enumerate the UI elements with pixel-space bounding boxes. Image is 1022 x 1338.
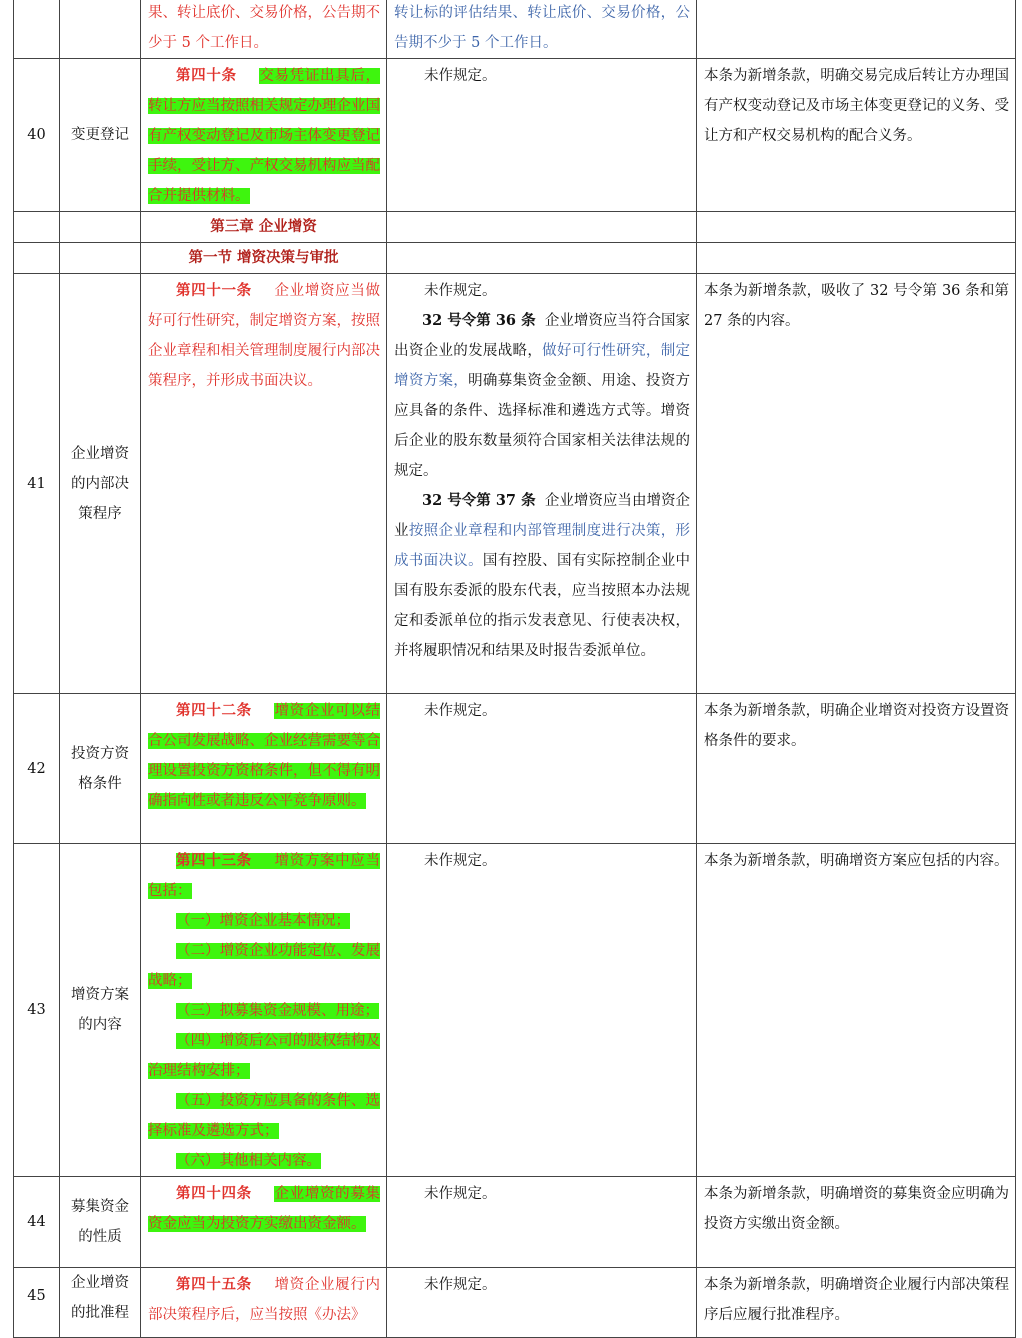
new-article-cell <box>141 1268 387 1338</box>
article-label: 第四十三条 <box>176 852 252 869</box>
new-article-cell <box>141 59 387 212</box>
old-article-text: 未作规定。 <box>424 853 497 869</box>
table-row-42 <box>14 694 1016 844</box>
note-text: 本条为新增条款，明确交易完成后转让方办理国有产权变动登记及市场主体变更登记的义务、受让方和产权交易机构的配合义务。 <box>704 68 1009 144</box>
note-cell <box>697 0 1016 59</box>
old-article-text: 转让标的评估结果、转让底价、交易价格，公告期不少于 5 个工作日。 <box>394 5 690 51</box>
list-item: （五）投资方应具备的条件、选择标准及遴选方式； <box>148 1093 380 1139</box>
note-text: 本条为新增条款，明确增资方案应包括的内容。 <box>704 853 1009 869</box>
table-row-39 <box>14 0 1016 59</box>
row-number: 41 <box>14 274 60 694</box>
row-number: 42 <box>14 694 60 844</box>
old-article-cell <box>387 844 697 1177</box>
chapter-header-row <box>14 212 1016 243</box>
row-topic: 投资方资格条件 <box>60 694 141 844</box>
old-article-text: 明确募集资金金额、用途、投资方应具备的条件、选择标准和遴选方式等。增资后企业的股东数量须符合国家相关法律法规的规定。 <box>394 373 691 479</box>
old-article-label: 32 号令第 36 条 <box>422 312 536 329</box>
list-item: （三）拟募集资金规模、用途； <box>176 1003 379 1019</box>
note-cell <box>697 1268 1016 1338</box>
list-item: （六）其他相关内容。 <box>176 1153 321 1169</box>
article-text: 增资方案中应当包括： <box>148 853 381 899</box>
old-article-text: 未作规定。 <box>424 703 497 719</box>
row-topic: 增资方案的内容 <box>60 844 141 1177</box>
old-article-cell <box>387 1268 697 1338</box>
row-number: 44 <box>14 1177 60 1268</box>
old-article-text: 未作规定。 <box>424 68 497 84</box>
note-cell <box>697 59 1016 212</box>
list-item: （四）增资后公司的股权结构及治理结构安排； <box>148 1033 380 1079</box>
old-article-highlight: 按照企业章程和内部管理制度进行决策，形成书面决议。 <box>394 523 691 569</box>
old-article-cell <box>387 59 697 212</box>
row-number-cell <box>14 0 60 59</box>
table-row-41 <box>14 274 1016 694</box>
old-article-cell <box>387 274 697 694</box>
row-topic: 变更登记 <box>60 59 141 212</box>
note-cell <box>697 844 1016 1177</box>
regulation-comparison-table <box>13 0 1016 1338</box>
table-row-43 <box>14 844 1016 1177</box>
row-topic: 企业增资的批准程 <box>60 1268 141 1338</box>
old-article-cell <box>387 694 697 844</box>
list-item: （一）增资企业基本情况； <box>176 913 350 929</box>
topic-cell <box>60 0 141 59</box>
note-cell <box>697 1177 1016 1268</box>
old-article-text: 国有控股、国有实际控制企业中国有股东委派的股东代表，应当按照本办法规定和委派单位的指示发表意见、行使表决权，并将履职情况和结果及时报告委派单位。 <box>394 553 691 659</box>
article-label: 第四十四条 <box>176 1185 252 1202</box>
article-label: 第四十五条 <box>176 1276 252 1293</box>
table-row-45 <box>14 1268 1016 1338</box>
section-header-row <box>14 243 1016 274</box>
article-text: 增资企业履行内部决策程序后，应当按照《办法》 <box>148 1277 381 1323</box>
new-article-cell <box>141 0 387 59</box>
note-cell <box>697 694 1016 844</box>
old-article-text: 未作规定。 <box>424 1277 497 1293</box>
article-label: 第四十条 <box>176 67 237 84</box>
table-row-40 <box>14 59 1016 212</box>
old-article-cell <box>387 0 697 59</box>
old-article-label: 32 号令第 37 条 <box>422 492 536 509</box>
new-article-text: 果、转让底价、交易价格，公告期不少于 5 个工作日。 <box>148 5 380 51</box>
new-article-cell <box>141 1177 387 1268</box>
old-article-text: 未作规定。 <box>424 283 497 299</box>
article-label: 第四十二条 <box>176 702 252 719</box>
note-text: 本条为新增条款，明确增资的募集资金应明确为投资方实缴出资金额。 <box>704 1186 1009 1232</box>
note-text: 本条为新增条款，明确增资企业履行内部决策程序后应履行批准程序。 <box>704 1277 1009 1323</box>
new-article-cell <box>141 274 387 694</box>
old-article-text: 未作规定。 <box>424 1186 497 1202</box>
table-row-44 <box>14 1177 1016 1268</box>
new-article-cell <box>141 694 387 844</box>
row-number: 40 <box>14 59 60 212</box>
old-article-highlight: 做好可行性研究，制定增资方案， <box>394 343 691 389</box>
article-text: 企业增资应当做好可行性研究，制定增资方案，按照企业章程和相关管理制度履行内部决策程序，并形成书面决议。 <box>148 283 381 389</box>
note-text: 本条为新增条款，吸收了 32 号令第 36 条和第 27 条的内容。 <box>704 283 1009 329</box>
row-number: 45 <box>14 1268 60 1338</box>
old-article-text: 企业增资应当符合国家出资企业的发展战略， <box>394 313 690 359</box>
row-topic: 企业增资的内部决策程序 <box>60 274 141 694</box>
old-article-cell <box>387 1177 697 1268</box>
note-cell <box>697 274 1016 694</box>
article-text: 增资企业可以结合公司发展战略、企业经营需要等合理设置投资方资格条件，但不得有明确指向性或者违反公平竞争原则。 <box>148 703 381 809</box>
section-title: 第一节 增资决策与审批 <box>141 243 387 274</box>
article-label: 第四十一条 <box>176 282 252 299</box>
article-text: 企业增资的募集资金应当为投资方实缴出资金额。 <box>148 1186 381 1232</box>
note-text: 本条为新增条款，明确企业增资对投资方设置资格条件的要求。 <box>704 703 1009 749</box>
new-article-cell <box>141 844 387 1177</box>
list-item: （二）增资企业功能定位、发展战略； <box>148 943 380 989</box>
old-article-text: 企业增资应当由增资企业 <box>394 493 690 539</box>
row-number: 43 <box>14 844 60 1177</box>
row-topic: 募集资金的性质 <box>60 1177 141 1268</box>
chapter-title: 第三章 企业增资 <box>141 212 387 243</box>
article-text: 交易凭证出具后，转让方应当按照相关规定办理企业国有产权变动登记及市场主体变更登记手续，受让方、产权交易机构应当配合并提供材料。 <box>148 68 381 204</box>
